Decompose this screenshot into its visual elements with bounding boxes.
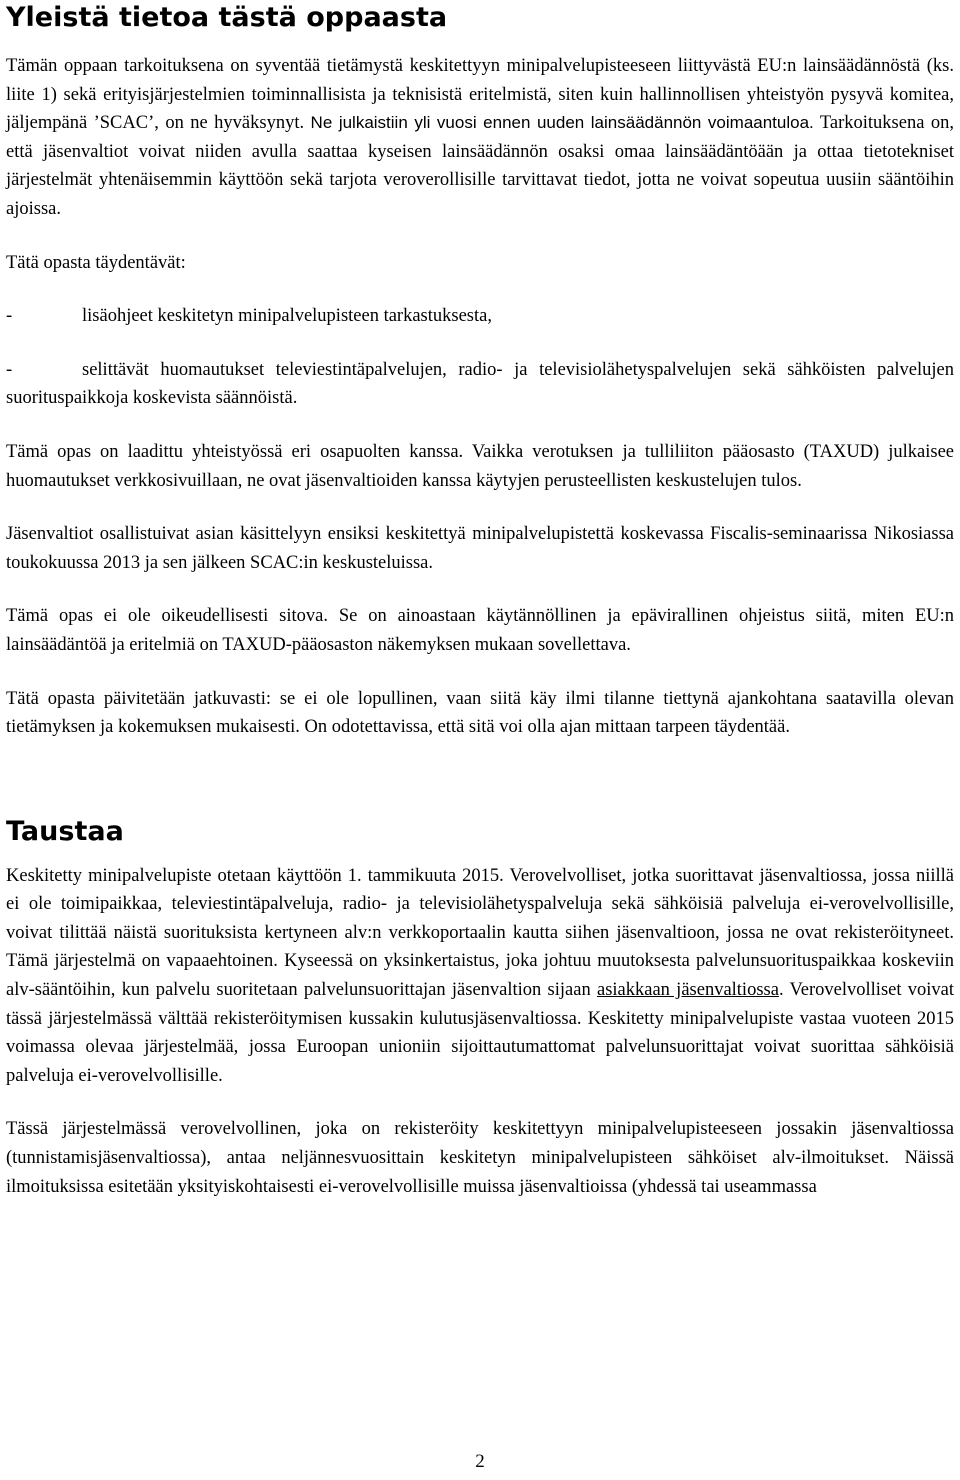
paragraph-not-binding: Tämä opas ei ole oikeudellisesti sitova. Se on ainoastaan käytännöllinen ja epävirallinen ohjeistus siitä, miten EU:n lainsäädäntöä ja eritelmiä on TAXUD-pääosaston näkemyksen mukaan sovellettava.: [6, 606, 954, 655]
background-text-continued: . Verovelvolliset voivat tässä järjestelmässä välttää rekisteröitymisen kussakin kulutusjäsenvaltiossa. Keskitetty minipalvelupiste vastaa vuoteen 2015 voimassa olevaa järjestelmää, jossa Euroopan unioniin sijoittautumattomat palvelunsuorittajat voivat suorittaa sähköisiä palveluja ei-verovelvollisille.: [6, 980, 954, 1086]
list-dash: -: [6, 359, 13, 380]
paragraph-purpose: [6, 52, 954, 224]
background-text: Keskitetty minipalvelupiste otetaan käyttöön 1. tammikuuta 2015. Verovelvolliset, jotka suorittavat jäsenvaltiossa, jossa niillä ei ole toimipaikkaa, televiestintäpalveluja, radio- ja televisiolähetyspalveluja sekä sähköisiä palveluja ei-verovelvollisille, voivat tilittää näistä suorituksista kertyneen alv:n verkkoportaalin kautta siihen jäsenvaltioon, jossa ne ovat rekisteröityneet. Tämä järjestelmä on vapaaehtoinen. Kyseessä on yksinkertaistus, joka johtuu muutoksesta palvelunsuorituspaikkaa koskeviin alv-sääntöihin, kun palvelu suoritetaan palvelunsuorittajan jäsenvaltion sijaan: [6, 865, 954, 1001]
section-heading-general: Yleistä tietoa tästä oppaasta: [6, 2, 448, 33]
list-item: [6, 302, 954, 331]
purpose-text: Tämän oppaan tarkoituksena on syventää tietämystä keskitettyyn minipalvelupisteeseen liittyvästä EU:n lainsäädännöstä (ks. liite 1) sekä erityisjärjestelmien toiminnallisista ja teknisistä eritelmistä, siten kuin hallinnollisen yhteistyön pysyvä komitea, jäljempänä ’SCAC’, on ne hyväksynyt.: [6, 56, 954, 134]
paragraph-member-states: Jäsenvaltiot osallistuivat asian käsittelyyn ensiksi keskitettyä minipalvelupistettä koskevassa Fiscalis-seminaarissa Nikosiassa toukokuussa 2013 ja sen jälkeen SCAC:in keskusteluissa.: [6, 524, 954, 573]
paragraph-supplements-intro: Tätä opasta täydentävät:: [6, 252, 186, 273]
section-heading-background: Taustaa: [6, 815, 124, 847]
list-item: [6, 356, 954, 413]
list-dash: -: [6, 306, 13, 327]
underlined-phrase: asiakkaan jäsenvaltiossa: [596, 980, 779, 1001]
page-number: 2: [475, 1451, 485, 1472]
paragraph-updates: Tätä opasta päivitetään jatkuvasti: se ei ole lopullinen, vaan siitä käy ilmi tilanne tiettynä ajankohtana saatavilla olevan tietämyksen ja kokemuksen mukaisesti. On odotettavissa, että sitä voi olla ajan mittaan tarpeen täydentää.: [6, 688, 954, 738]
paragraph-background: [6, 862, 954, 1091]
list-item-text: lisäohjeet keskitetyn minipalvelupisteen tarkastuksesta,: [82, 306, 492, 327]
document-page: [6, 0, 954, 1226]
paragraph-cooperation: Tämä opas on laadittu yhteistyössä eri osapuolten kanssa. Vaikka verotuksen ja tulliliiton pääosasto (TAXUD) julkaisee huomautukset verkkosivuillaan, ne ovat jäsenvaltioiden kanssa käytyjen perusteellisten keskustelujen tulos.: [6, 441, 954, 491]
purpose-publication-note: Ne julkaistiin yli vuosi ennen uuden lainsäädännön voimaantuloa.: [310, 113, 814, 133]
paragraph-system-description: Tässä järjestelmässä verovelvollinen, joka on rekisteröity keskitettyyn minipalvelupisteeseen jossakin jäsenvaltiossa (tunnistamisjäsenvaltiossa), antaa neljännesvuosittain keskitetyn minipalvelupisteen sähköiset alv-ilmoitukset. Näissä ilmoituksissa esitetään yksityiskohtaisesti ei-verovelvollisille muissa jäsenvaltioissa (yhdessä tai useammassa: [6, 1119, 954, 1197]
list-item-text: selittävät huomautukset televiestintäpalvelujen, radio- ja televisiolähetyspalvelujen sekä sähköisten palvelujen suorituspaikkoja koskevista säännöistä.: [6, 359, 954, 409]
purpose-text-continued: Tarkoituksena on, että jäsenvaltiot voivat niiden avulla saattaa kyseisen lainsäädännön osaksi omaa lainsäädäntöään ja ottaa tietotekniset järjestelmät yhtenäisemmin käyttöön sekä tarjota veroverollisille tarvittavat tiedot, jotta ne voivat sopeutua uusiin sääntöihin ajoissa.: [6, 113, 954, 219]
